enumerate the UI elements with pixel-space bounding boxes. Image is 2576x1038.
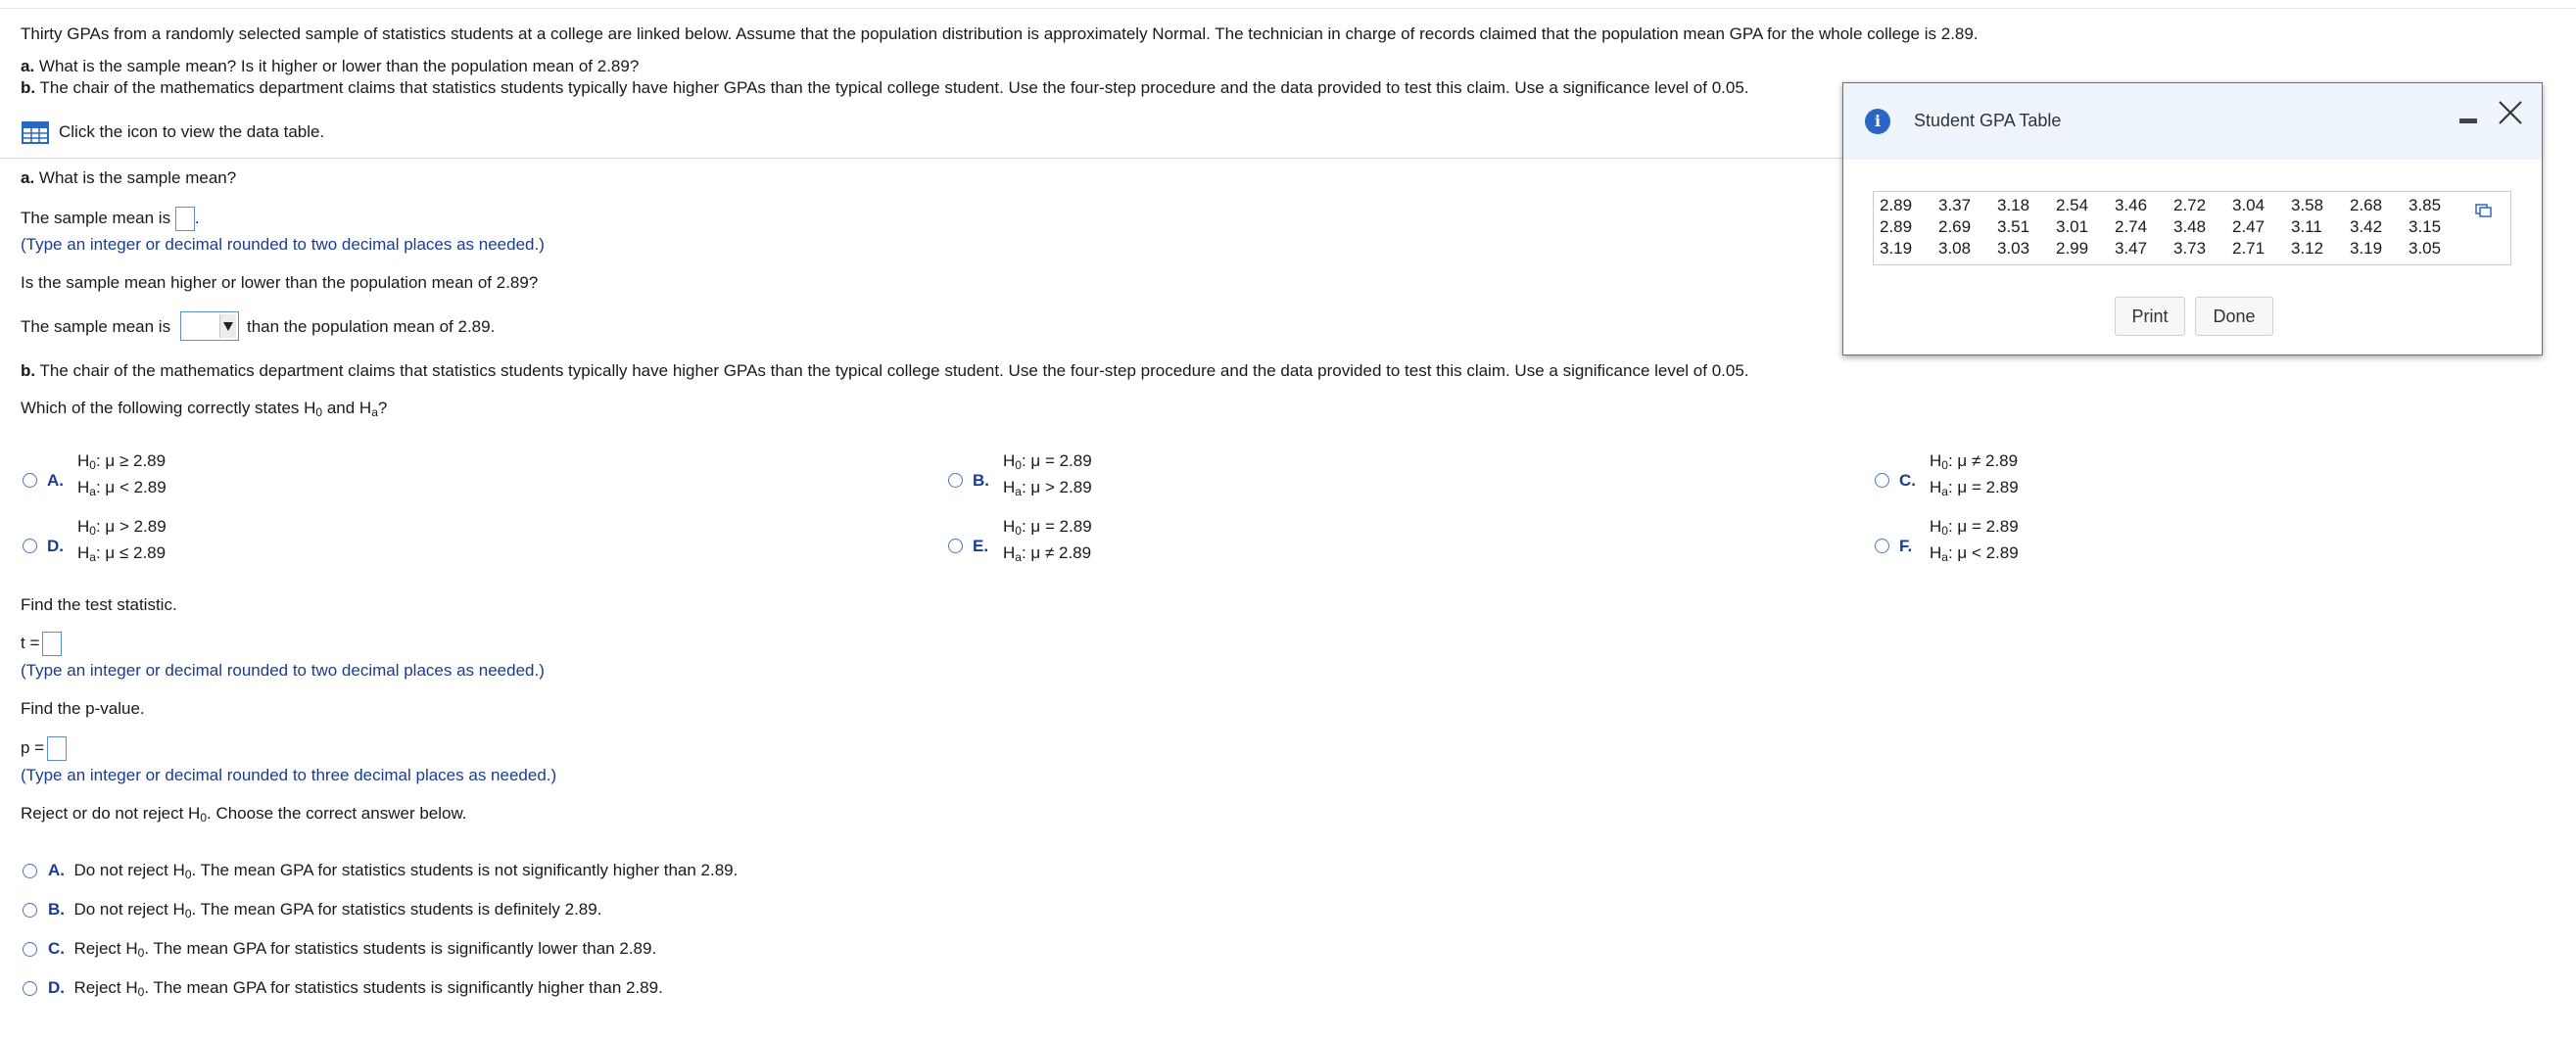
table-cell: 3.51 <box>1997 217 2030 236</box>
table-cell: 3.46 <box>2115 196 2148 214</box>
sample-mean-hint: (Type an integer or decimal rounded to two decimal places as needed.) <box>21 235 545 254</box>
option-d-ha: $H_a$: μ ≤ 2.89 <box>77 543 167 564</box>
gpa-data-table <box>1873 191 2511 265</box>
option-c-h0: $H_0$: μ ≠ 2.89 <box>1930 451 2019 472</box>
option-d-h0: $H_0$: μ > 2.89 <box>77 517 167 538</box>
table-cell: 2.89 <box>1880 196 1913 214</box>
popup-header <box>1843 83 2542 160</box>
table-cell: 3.37 <box>1938 196 1972 214</box>
table-cell: 3.58 <box>2291 196 2324 214</box>
option-a-ha: $H_a$: μ < 2.89 <box>77 478 167 498</box>
p-hint: (Type an integer or decimal rounded to three decimal places as needed.) <box>21 766 557 784</box>
option-f-letter: F. <box>1899 537 1913 555</box>
option-c-letter: C. <box>1899 471 1916 490</box>
reject-question: Reject or do not reject $H_0$. Choose the correct answer below. <box>21 804 467 825</box>
info-icon: i <box>1865 109 1890 134</box>
table-cell: 3.05 <box>2409 239 2442 258</box>
table-cell: 3.12 <box>2291 239 2324 258</box>
table-cell: 2.68 <box>2350 196 2383 214</box>
table-cell: 2.72 <box>2173 196 2207 214</box>
t-row: t = <box>21 632 62 656</box>
option-a-radio[interactable] <box>23 473 37 488</box>
table-cell: 2.99 <box>2056 239 2089 258</box>
option-a-h0: $H_0$: μ ≥ 2.89 <box>77 451 167 472</box>
compare-prefix: The sample mean is <box>21 317 171 336</box>
option-c-radio[interactable] <box>1875 473 1889 488</box>
part-b-heading: b. The chair of the mathematics department claims that statistics students typically have higher GPAs than the typical college student. Use the four-step procedure and the data provided to test this claim. Use a significance level of 0.05. <box>21 361 1749 380</box>
part-a-question: a. What is the sample mean? Is it higher or lower than the population mean of 2.89? <box>21 57 640 75</box>
option-a-hypotheses[interactable] <box>77 448 167 500</box>
section-divider <box>0 158 1843 159</box>
table-icon[interactable] <box>22 121 49 144</box>
table-cell: 3.18 <box>1997 196 2030 214</box>
sample-mean-row: The sample mean is . <box>21 207 200 231</box>
table-cell: 3.04 <box>2232 196 2266 214</box>
minimize-icon[interactable] <box>2459 118 2477 123</box>
option-e-ha: $H_a$: μ ≠ 2.89 <box>1003 543 1092 564</box>
dropdown-arrow-icon[interactable] <box>219 314 236 338</box>
p-input[interactable] <box>47 736 67 761</box>
table-cell: 3.01 <box>2056 217 2089 236</box>
print-button[interactable]: Print <box>2115 297 2185 336</box>
option-d-hypotheses[interactable] <box>77 513 167 566</box>
option-e-radio[interactable] <box>948 539 963 553</box>
table-cell: 3.11 <box>2291 217 2322 236</box>
copy-icon[interactable] <box>2475 204 2492 217</box>
option-a-letter: A. <box>47 471 64 490</box>
option-f-hypotheses[interactable] <box>1930 513 2019 566</box>
table-cell: 2.54 <box>2056 196 2089 214</box>
option-b-radio[interactable] <box>948 473 963 488</box>
table-cell: 3.47 <box>2115 239 2148 258</box>
table-cell: 3.15 <box>2409 217 2442 236</box>
table-cell: 3.03 <box>1997 239 2030 258</box>
table-cell: 3.85 <box>2409 196 2442 214</box>
data-table-link[interactable]: Click the icon to view the data table. <box>59 122 325 141</box>
table-cell: 3.73 <box>2173 239 2207 258</box>
table-cell: 3.42 <box>2350 217 2383 236</box>
p-row: p = <box>21 736 67 761</box>
option-e-hypotheses[interactable] <box>1003 513 1092 566</box>
part-a-heading: a. What is the sample mean? <box>21 168 237 187</box>
table-cell: 2.71 <box>2232 239 2266 258</box>
table-cell: 3.19 <box>1880 239 1913 258</box>
intro-text: Thirty GPAs from a randomly selected sample of statistics students at a college are linked below. Assume that the population distribution is approximately Normal. The technician in charge of records claimed that the population mean GPA for the whole college is 2.89. <box>21 24 1979 43</box>
table-cell: 2.89 <box>1880 217 1913 236</box>
option-b-h0: $H_0$: μ = 2.89 <box>1003 451 1092 472</box>
compare-question: Is the sample mean higher or lower than the population mean of 2.89? <box>21 273 539 292</box>
conclusion-d[interactable]: D. Reject $H_0$. The mean GPA for statistics students is significantly higher than 2.89. <box>48 978 663 999</box>
option-d-radio[interactable] <box>23 539 37 553</box>
option-c-hypotheses[interactable] <box>1930 448 2019 500</box>
option-f-h0: $H_0$: μ = 2.89 <box>1930 517 2019 538</box>
done-button[interactable]: Done <box>2195 297 2273 336</box>
table-cell: 3.19 <box>2350 239 2383 258</box>
conclusion-a[interactable]: A. Do not reject $H_0$. The mean GPA for statistics students is not significantly higher than 2.89. <box>48 861 739 881</box>
conclusion-c-radio[interactable] <box>23 942 37 957</box>
part-b-question: b. The chair of the mathematics department claims that statistics students typically have higher GPAs than the typical college student. Use the four-step procedure and the data provided to test this claim. Use a significance level of 0.05. <box>21 78 1749 97</box>
table-cell: 2.47 <box>2232 217 2266 236</box>
option-e-h0: $H_0$: μ = 2.89 <box>1003 517 1092 538</box>
higher-lower-dropdown[interactable] <box>180 311 239 341</box>
option-e-letter: E. <box>973 537 989 555</box>
sample-mean-input[interactable] <box>175 207 195 231</box>
option-b-ha: $H_a$: μ > 2.89 <box>1003 478 1092 498</box>
table-cell: 2.69 <box>1938 217 1972 236</box>
gpa-table-popup <box>1842 82 2543 355</box>
table-cell: 3.08 <box>1938 239 1972 258</box>
hypotheses-question: Which of the following correctly states $H_0$ and $H_a$? <box>21 399 388 419</box>
option-c-ha: $H_a$: μ = 2.89 <box>1930 478 2019 498</box>
conclusion-d-radio[interactable] <box>23 981 37 996</box>
option-f-radio[interactable] <box>1875 539 1889 553</box>
table-cell: 2.74 <box>2115 217 2148 236</box>
option-f-ha: $H_a$: μ < 2.89 <box>1930 543 2019 564</box>
compare-suffix: than the population mean of 2.89. <box>247 317 496 336</box>
conclusion-b-radio[interactable] <box>23 903 37 918</box>
top-divider <box>0 8 2576 9</box>
option-b-letter: B. <box>973 471 989 490</box>
table-cell: 3.48 <box>2173 217 2207 236</box>
option-b-hypotheses[interactable] <box>1003 448 1092 500</box>
popup-title: Student GPA Table <box>1914 111 2062 130</box>
close-icon[interactable] <box>2498 100 2523 125</box>
conclusion-a-radio[interactable] <box>23 864 37 878</box>
t-input[interactable] <box>42 632 62 656</box>
p-value-prompt: Find the p-value. <box>21 699 145 718</box>
conclusion-c[interactable]: C. Reject $H_0$. The mean GPA for statistics students is significantly lower than 2.89. <box>48 939 657 960</box>
t-hint: (Type an integer or decimal rounded to two decimal places as needed.) <box>21 661 545 680</box>
conclusion-b[interactable]: B. Do not reject $H_0$. The mean GPA for statistics students is definitely 2.89. <box>48 900 602 920</box>
option-d-letter: D. <box>47 537 64 555</box>
test-stat-prompt: Find the test statistic. <box>21 595 177 614</box>
